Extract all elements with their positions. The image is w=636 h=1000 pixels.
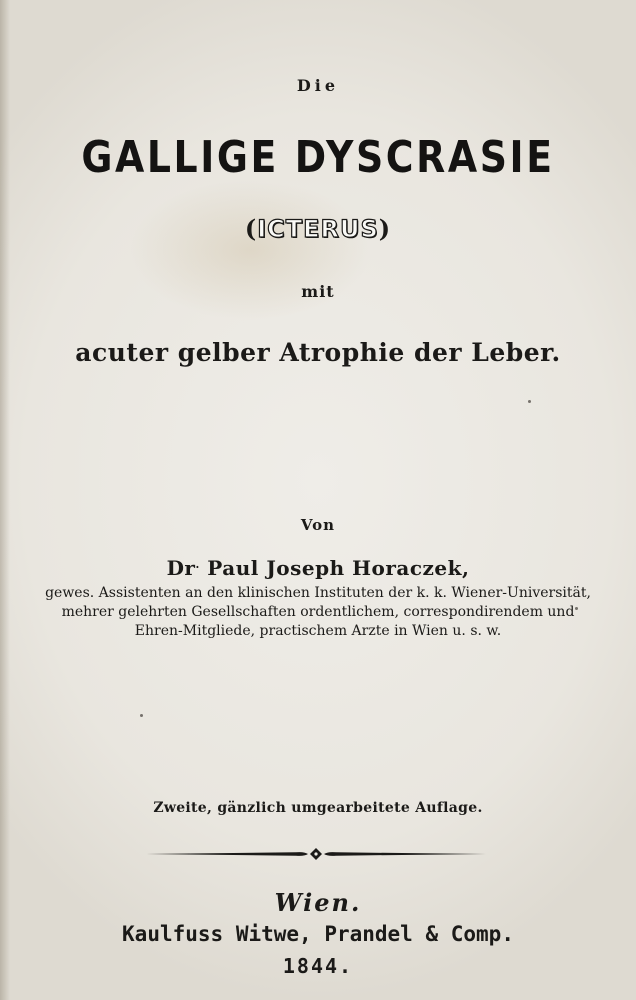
author-line [0, 556, 636, 580]
paren-close: ) [378, 214, 392, 243]
title-article: Die [296, 76, 340, 95]
paper-speck [528, 400, 531, 403]
publication-city: Wien. [274, 888, 362, 917]
author-description-line-1: gewes. Assistenten an den klinischen Instituten der k. k. Wiener-Universität, [45, 585, 591, 601]
subtitle-line: acuter gelber Atrophie der Leber. [75, 338, 561, 367]
author-description-line-3: Ehren-Mitgliede, practischem Arzte in Wien u. s. w. [134, 623, 502, 639]
author-by: Von [300, 516, 336, 534]
paper-speck [140, 714, 143, 717]
publication-year: 1844. [282, 954, 354, 978]
subtitle-parenthetical [0, 214, 636, 243]
author-prefix: Dr [166, 556, 196, 580]
paren-open: ( [244, 214, 258, 243]
main-title: GALLIGE DYSCRASIE [81, 132, 555, 183]
ornamental-rule [146, 846, 486, 862]
author-name: Paul Joseph Horaczek, [207, 556, 470, 580]
page-edge-shadow [0, 0, 10, 1000]
publisher: Kaulfuss Witwe, Prandel & Comp. [122, 922, 514, 946]
edition-statement: Zweite, gänzlich umgearbeitete Auflage. [153, 800, 483, 816]
author-description-line-2: mehrer gelehrten Gesellschaften ordentlichem, correspondirendem und [61, 604, 575, 620]
paper-speck [575, 607, 578, 610]
conjunction-mit: mit [301, 282, 335, 301]
author-prefix-dot: . [195, 558, 200, 571]
subtitle-icterus: ICTERUS [257, 215, 379, 243]
